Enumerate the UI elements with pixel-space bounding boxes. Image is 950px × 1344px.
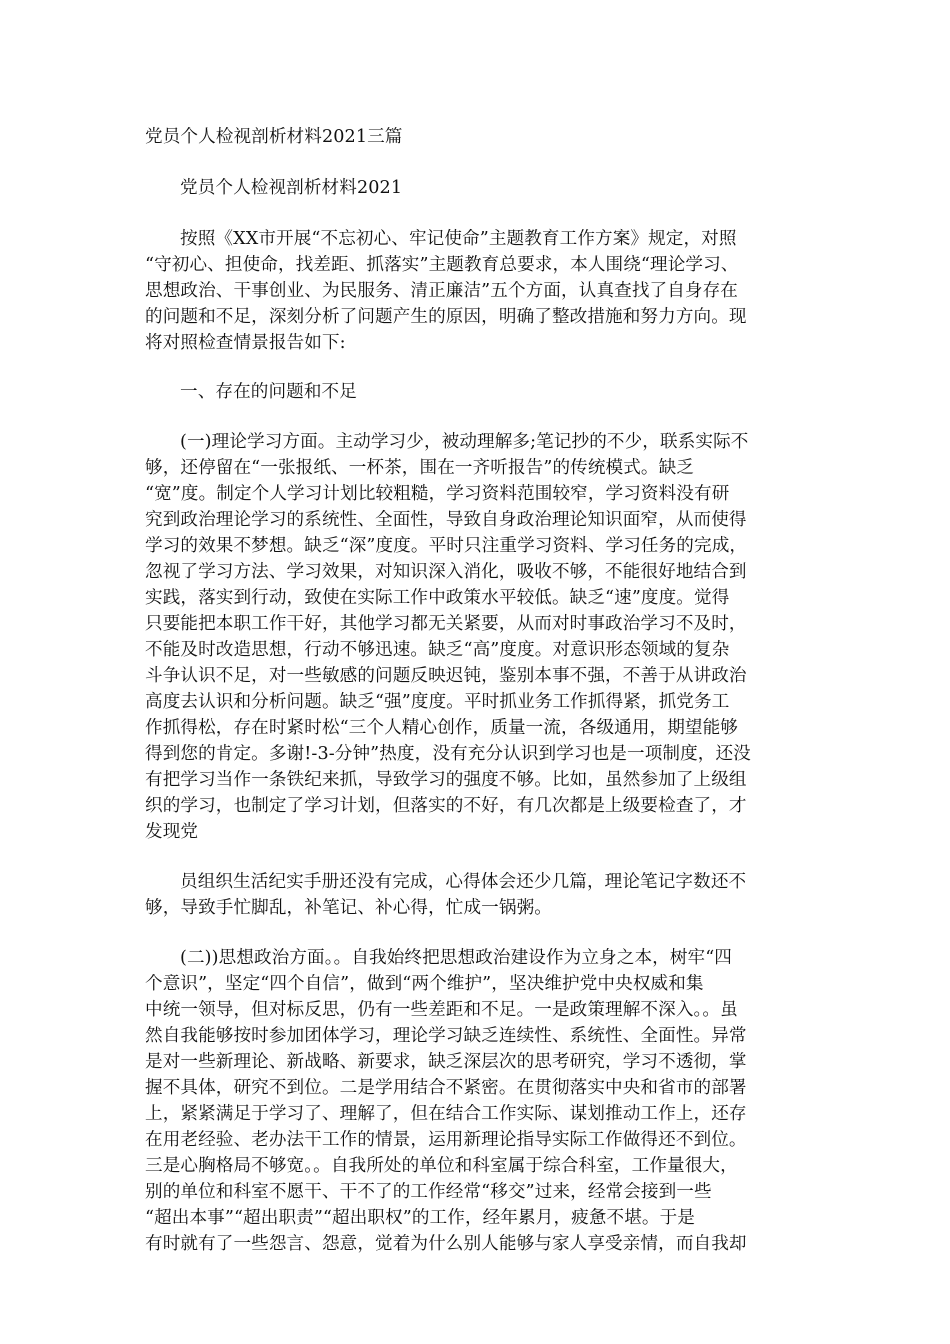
body-line: 别的单位和科室不愿干、干不了的工作经常“移交”过来，经常会接到一些 <box>145 1182 712 1202</box>
section-heading: 一、存在的问题和不足 <box>180 382 357 402</box>
body-line: 有时就有了一些怨言、怨意，觉着为什么别人能够与家人享受亲情，而自我却 <box>145 1234 747 1254</box>
document-title: 党员个人检视剖析材料2021三篇 <box>145 127 403 147</box>
body-line: 究到政治理论学习的系统性、全面性，导致自身政治理论知识面窄，从而使得 <box>145 510 747 530</box>
body-line: 高度去认识和分析问题。缺乏“强”度度。平时抓业务工作抓得紧，抓党务工 <box>145 692 730 712</box>
body-line: 然自我能够按时参加团体学习，理论学习缺乏连续性、系统性、全面性。异常 <box>145 1026 747 1046</box>
body-line: (一)理论学习方面。主动学习少，被动理解多;笔记抄的不少，联系实际不 <box>180 432 749 452</box>
body-line: 实践，落实到行动，致使在实际工作中政策水平较低。缺乏“速”度度。觉得 <box>145 588 730 608</box>
body-line: 够，导致手忙脚乱，补笔记、补心得，忙成一锅粥。 <box>145 898 552 918</box>
body-line: 按照《XX市开展“不忘初心、牢记使命”主题教育工作方案》规定，对照 <box>180 229 737 249</box>
body-line: 上，紧紧满足于学习了、理解了，但在结合工作实际、谋划推动工作上，还存 <box>145 1104 747 1124</box>
body-line: 中统一领导，但对标反思，仍有一些差距和不足。一是政策理解不深入。。虽 <box>145 1000 738 1020</box>
body-line: (二))思想政治方面。。自我始终把思想政治建设作为立身之本，树牢“四 <box>180 948 733 968</box>
body-line: 握不具体，研究不到位。二是学用结合不紧密。在贯彻落实中央和省市的部署 <box>145 1078 747 1098</box>
body-line: 够，还停留在“一张报纸、一杯茶，围在一齐听报告”的传统模式。缺乏 <box>145 458 695 478</box>
body-line: 学习的效果不梦想。缺乏“深”度度。平时只注重学习资料、学习任务的完成， <box>145 536 748 556</box>
body-line: “超出本事”“超出职责”“超出职权”的工作，经年累月，疲惫不堪。于是 <box>145 1208 695 1228</box>
body-line: 作抓得松，存在时紧时松“三个人精心创作，质量一流，各级通用，期望能够 <box>145 718 738 738</box>
document-subtitle: 党员个人检视剖析材料2021 <box>180 178 403 198</box>
body-line: 斗争认识不足，对一些敏感的问题反映迟钝，鉴别本事不强，不善于从讲政治 <box>145 666 747 686</box>
body-line: 在用老经验、老办法干工作的情景，运用新理论指导实际工作做得还不到位。 <box>145 1130 747 1150</box>
body-line: 的问题和不足，深刻分析了问题产生的原因，明确了整改措施和努力方向。现 <box>145 307 747 327</box>
body-line: 是对一些新理论、新战略、新要求，缺乏深层次的思考研究，学习不透彻，掌 <box>145 1052 747 1072</box>
body-line: 三是心胸格局不够宽。。自我所处的单位和科室属于综合科室，工作量很大， <box>145 1156 738 1176</box>
body-line: 得到您的肯定。多谢!-3-分钟”热度，没有充分认识到学习也是一项制度，还没 <box>145 744 751 764</box>
body-line: 发现党 <box>145 822 199 842</box>
body-line: 有把学习当作一条铁纪来抓，导致学习的强度不够。比如，虽然参加了上级组 <box>145 770 747 790</box>
body-line: 将对照检查情景报告如下: <box>145 333 346 353</box>
body-line: 不能及时改造思想，行动不够迅速。缺乏“高”度度。对意识形态领域的复杂 <box>145 640 730 660</box>
body-line: 个意识”，坚定“四个自信”，做到“两个维护”，坚决维护党中央权威和集 <box>145 974 704 994</box>
body-line: 织的学习，也制定了学习计划，但落实的不好，有几次都是上级要检查了，才 <box>145 796 747 816</box>
body-line: 忽视了学习方法、学习效果，对知识深入消化，吸收不够，不能很好地结合到 <box>145 562 747 582</box>
body-line: 只要能把本职工作干好，其他学习都无关紧要，从而对时事政治学习不及时， <box>145 614 747 634</box>
body-line: “守初心、担使命，找差距、抓落实”主题教育总要求，本人围绕“理论学习、 <box>145 255 739 275</box>
body-line: 员组织生活纪实手册还没有完成，心得体会还少几篇，理论笔记字数还不 <box>180 872 747 892</box>
body-line: “宽”度。制定个人学习计划比较粗糙，学习资料范围较窄，学习资料没有研 <box>145 484 730 504</box>
body-line: 思想政治、干事创业、为民服务、清正廉洁”五个方面，认真查找了自身存在 <box>145 281 738 301</box>
